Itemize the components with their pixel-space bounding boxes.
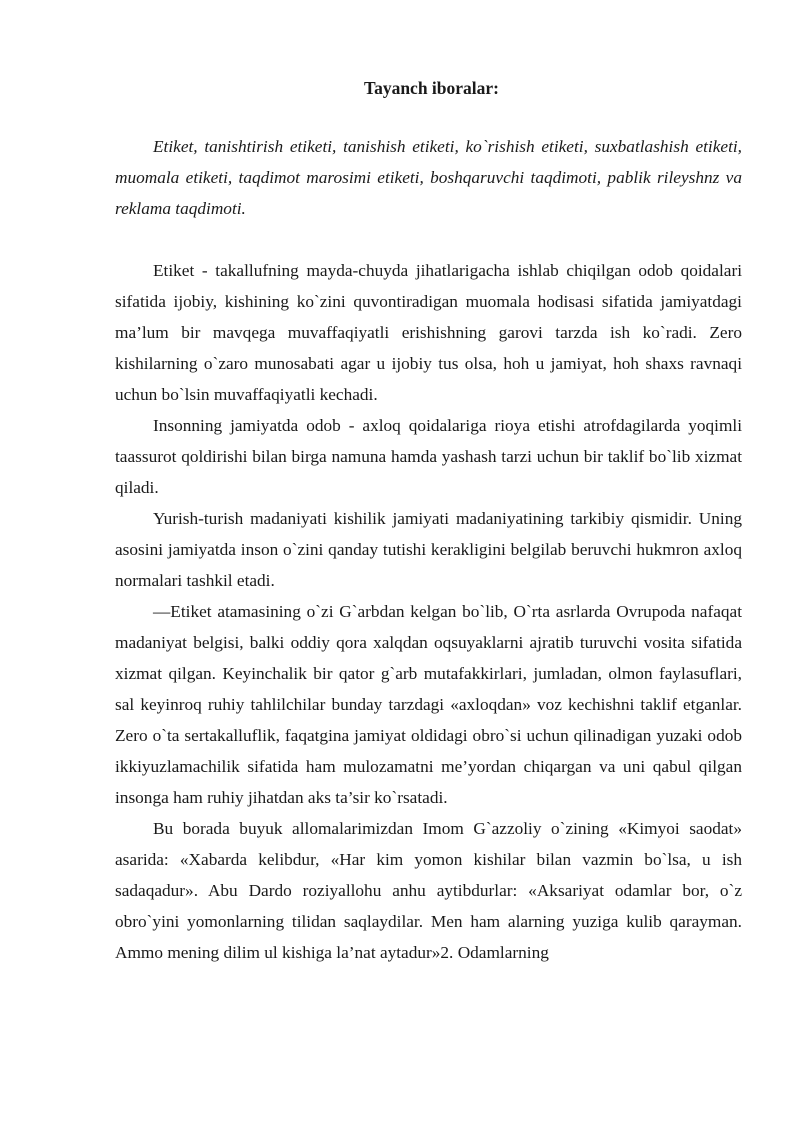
body-paragraph: Bu borada buyuk allomalarimizdan Imom G`azzoliy o`zining «Kimyoi saodat» asarida: «Xabarda kelibdur, «Har kim yomon kishilar bilan vazmin bo`lsa, u ish sadaqadur». Abu Dardo roziyallohu anhu aytibdurlar: «Aksariyat odamlar bor, o`z obro`yini yomonlarning tilidan saqlaydilar. Men ham alarning yuziga kulib qarayman. Ammo mening dilim ul kishiga la’nat aytadur»2. Odamlarning	[115, 819, 742, 962]
document-title: Tayanch iboralar:	[364, 78, 499, 98]
body-paragraph: Insonning jamiyatda odob - axloq qoidalariga rioya etishi atrofdagilarda yoqimli taassurot qoldirishi bilan birga namuna hamda yashash tarzi uchun bir taklif bo`lib xizmat qiladi.	[115, 416, 742, 497]
body-paragraph: —Etiket atamasining o`zi G`arbdan kelgan bo`lib, O`rta asrlarda Ovrupoda nafaqat madaniyat belgisi, balki oddiy qora xalqdan oqsuyaklarni ajratib turuvchi vosita sifatida xizmat qilgan. Keyinchalik bir qator g`arb mutafakkirlari, jumladan, olmon faylasuflari, sal keyinroq ruhiy tahlilchilar bunday tarzdagi «axloqdan» voz kechishni taklif etganlar. Zero o`ta sertakalluflik, faqatgina jamiyat oldidagi obro`si uchun qilinadigan yuzaki odob ikkiyuzlamachilik sifatida ham mulozamatni me’yordan chiqargan va uni qabul qilgan insonga ham ruhiy jihatdan aks ta’sir ko`rsatadi.	[115, 602, 742, 807]
keywords-paragraph: Etiket, tanishtirish etiketi, tanishish etiketi, ko`rishish etiketi, suxbatlashish etiketi, muomala etiketi, taqdimot marosimi etiketi, boshqaruvchi taqdimoti, pablik rileyshnz va reklama taqdimoti.	[115, 137, 742, 218]
body-paragraph: Yurish-turish madaniyati kishilik jamiyati madaniyatining tarkibiy qismidir. Uning asosini jamiyatda inson o`zini qanday tutishi kerakligini belgilab beruvchi hukmron axloq normalari tashkil etadi.	[115, 509, 742, 590]
body-paragraph: Etiket - takallufning mayda-chuyda jihatlarigacha ishlab chiqilgan odob qoidalari sifatida ijobiy, kishining ko`zini quvontiradigan muomala hodisasi sifatida jamiyatdagi ma’lum bir mavqega muvaffaqiyatli erishishning garovi tarzda ish ko`radi. Zero kishilarning o`zaro munosabati agar u ijobiy tus olsa, hoh u jamiyat, hoh shaxs ravnaqi uchun bo`lsin muvaffaqiyatli kechadi.	[115, 261, 742, 404]
body-text	[115, 255, 742, 968]
document-body	[115, 76, 742, 968]
